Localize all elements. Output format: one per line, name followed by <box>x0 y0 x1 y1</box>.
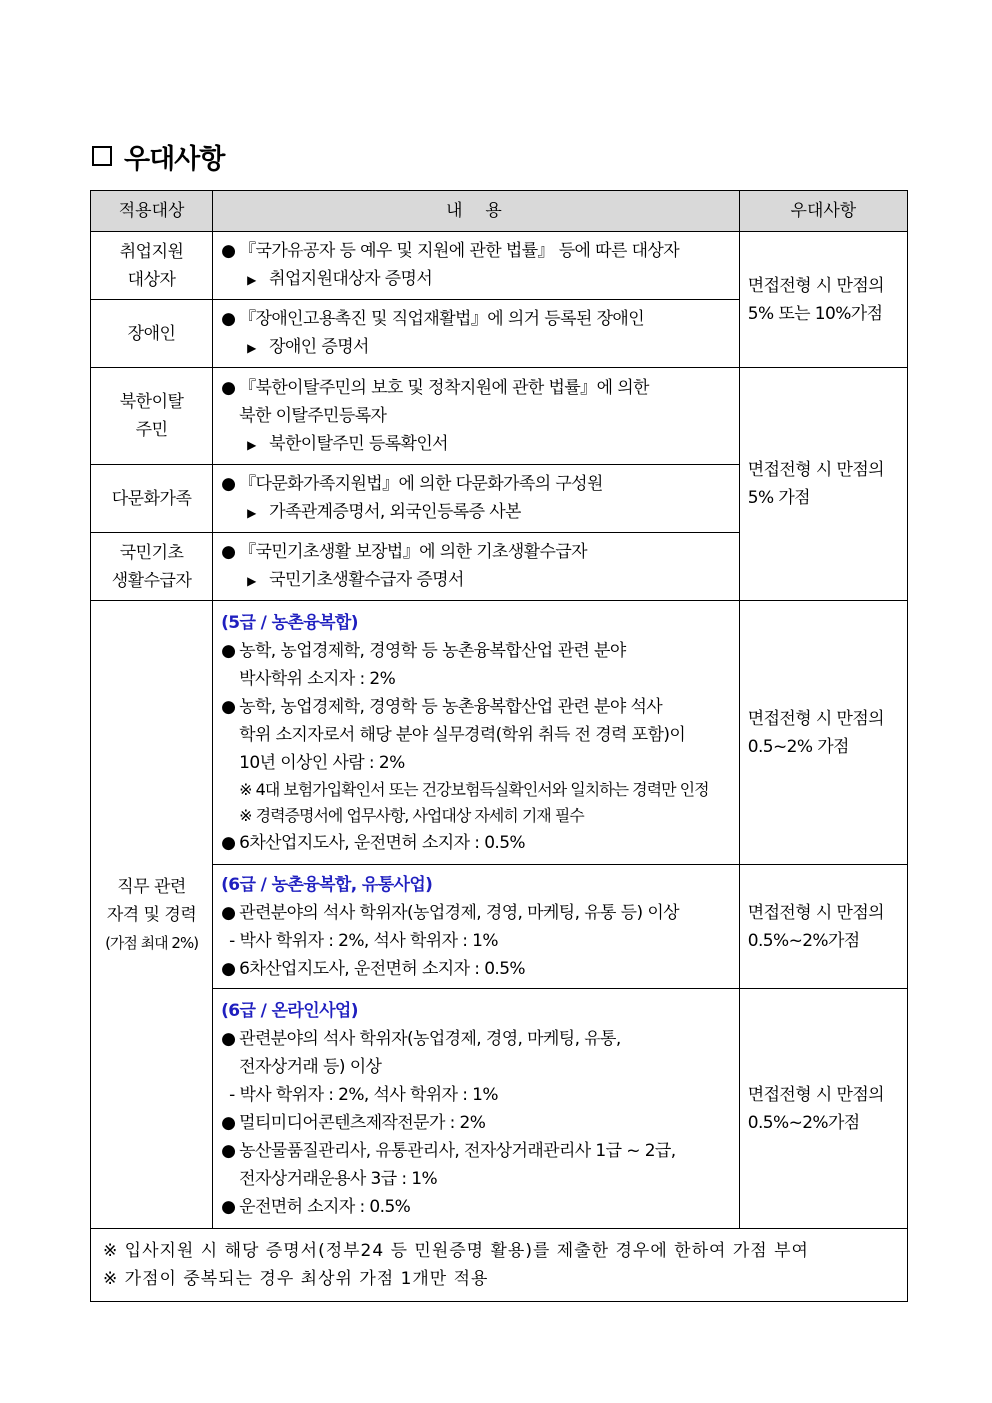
table-row <box>91 232 908 300</box>
content-cell: ● 『국민기초생활 보장법』에 의한 기초생활수급자 ▶ 국민기초생활수급자 증명서 <box>213 533 740 601</box>
benefit-cell: 면접전형 시 만점의 5% 또는 10%가점 <box>739 232 907 368</box>
header-target: 적용대상 <box>91 191 213 232</box>
content-cell: (6급 / 온라인사업) ● 관련분야의 석사 학위자(농업경제, 경영, 마케팅, 유통, 전자상거래 등) 이상 - 박사 학위자 : 2%, 석사 학위자 : 1% ● 멀티미디어콘텐츠제작전문가 : 2% ● 농산물품질관리사, 유통관리사, 전자상거래관리사 1급 ~ 2급, 전자상거래운용사 3급 : 1% ● 운전면허 소지자 : 0.5% <box>213 989 740 1229</box>
note: ※ 4대 보험가입확인서 또는 건강보험득실확인서와 일치하는 경력만 인정 <box>239 779 709 799</box>
target-cell: 직무 관련 자격 및 경력 (가점 최대 2%) <box>91 601 213 1229</box>
content-cell: ● 『북한이탈주민의 보호 및 정착지원에 관한 법률』에 의한 북한 이탈주민등록자 ▶ 북한이탈주민 등록확인서 <box>213 368 740 465</box>
section-title: 우대사항 <box>124 143 225 175</box>
bullet-icon: ● <box>221 1028 236 1049</box>
table-row <box>91 865 908 989</box>
empty-checkbox-icon <box>92 146 112 166</box>
benefit-cell: 면접전형 시 만점의 0.5~2% 가점 <box>739 601 907 865</box>
footnote-row <box>91 1229 908 1302</box>
benefit-cell: 면접전형 시 만점의 0.5%~2%가점 <box>739 989 907 1229</box>
content-cell: ● 『장애인고용촉진 및 직업재활법』에 의거 등록된 장애인 ▶ 장애인 증명서 <box>213 300 740 368</box>
bullet-icon: ● <box>221 902 236 923</box>
triangle-bullet-icon: ▶ <box>247 273 256 287</box>
footnote-cell <box>91 1229 908 1302</box>
bullet-icon: ● <box>221 1140 236 1161</box>
note: ※ 경력증명서에 업무사항, 사업대상 자세히 기재 필수 <box>239 805 584 825</box>
bullet-icon: ● <box>221 1196 236 1217</box>
table-row <box>91 989 908 1229</box>
table-row <box>91 601 908 865</box>
triangle-bullet-icon: ▶ <box>247 341 256 355</box>
bullet-icon: ● <box>221 474 236 494</box>
content-cell: (6급 / 농촌융복합, 유통사업) ● 관련분야의 석사 학위자(농업경제, 경영, 마케팅, 유통 등) 이상 - 박사 학위자 : 2%, 석사 학위자 : 1% ● 6차산업지도사, 운전면허 소지자 : 0.5% <box>213 865 740 989</box>
bullet-icon: ● <box>221 1112 236 1133</box>
content-cell: ● 『국가유공자 등 예우 및 지원에 관한 법률』 등에 따른 대상자 ▶ 취업지원대상자 증명서 <box>213 232 740 300</box>
triangle-bullet-icon: ▶ <box>247 574 256 588</box>
target-cell: 다문화가족 <box>91 465 213 533</box>
bullet-icon: ● <box>221 640 236 661</box>
target-cell: 취업지원 대상자 <box>91 232 213 300</box>
bullet-icon: ● <box>221 309 236 329</box>
bullet-icon: ● <box>221 832 236 853</box>
preference-table <box>90 190 908 1302</box>
target-cell: 북한이탈 주민 <box>91 368 213 465</box>
header-row <box>91 191 908 232</box>
header-content: 내 용 <box>213 191 740 232</box>
content-cell: ● 『다문화가족지원법』에 의한 다문화가족의 구성원 ▶ 가족관계증명서, 외국인등록증 사본 <box>213 465 740 533</box>
bullet-icon: ● <box>221 958 236 979</box>
section-heading <box>92 136 224 176</box>
footnote: ※ 가점이 중복되는 경우 최상위 가점 1개만 적용 <box>103 1269 489 1289</box>
table-row <box>91 368 908 465</box>
bullet-icon: ● <box>221 696 236 717</box>
group-title: (6급 / 농촌융복합, 유통사업) <box>221 874 433 895</box>
triangle-bullet-icon: ▶ <box>247 437 256 452</box>
bullet-icon: ● <box>221 542 236 562</box>
bullet-icon: ● <box>221 377 236 398</box>
header-benefit: 우대사항 <box>739 191 907 232</box>
content-cell: (5급 / 농촌융복합) ● 농학, 농업경제학, 경영학 등 농촌융복합산업 관련 분야 박사학위 소지자 : 2% ● 농학, 농업경제학, 경영학 등 농촌융복합산업 관련 분야 석사 학위 소지자로서 해당 분야 실무경력(학위 취득 전 경력 포함)이 10년 이상인 사람 : 2% ※ 4대 보험가입확인서 또는 건강보험득실확인서와 일치하는 경력만 인정 ※ 경력증명서에 업무사항, 사업대상 자세히 기재 필수 ● 6차산업지도사, 운전면허 소지자 : 0.5% <box>213 601 740 865</box>
benefit-cell: 면접전형 시 만점의 5% 가점 <box>739 368 907 601</box>
triangle-bullet-icon: ▶ <box>247 506 256 520</box>
target-cell: 국민기초 생활수급자 <box>91 533 213 601</box>
benefit-cell: 면접전형 시 만점의 0.5%~2%가점 <box>739 865 907 989</box>
bullet-icon: ● <box>221 241 236 261</box>
target-cell: 장애인 <box>91 300 213 368</box>
group-title: (5급 / 농촌융복합) <box>221 612 358 633</box>
group-title: (6급 / 온라인사업) <box>221 1000 358 1021</box>
footnote: ※ 입사지원 시 해당 증명서(정부24 등 민원증명 활용)를 제출한 경우에 한하여 가점 부여 <box>103 1241 809 1261</box>
